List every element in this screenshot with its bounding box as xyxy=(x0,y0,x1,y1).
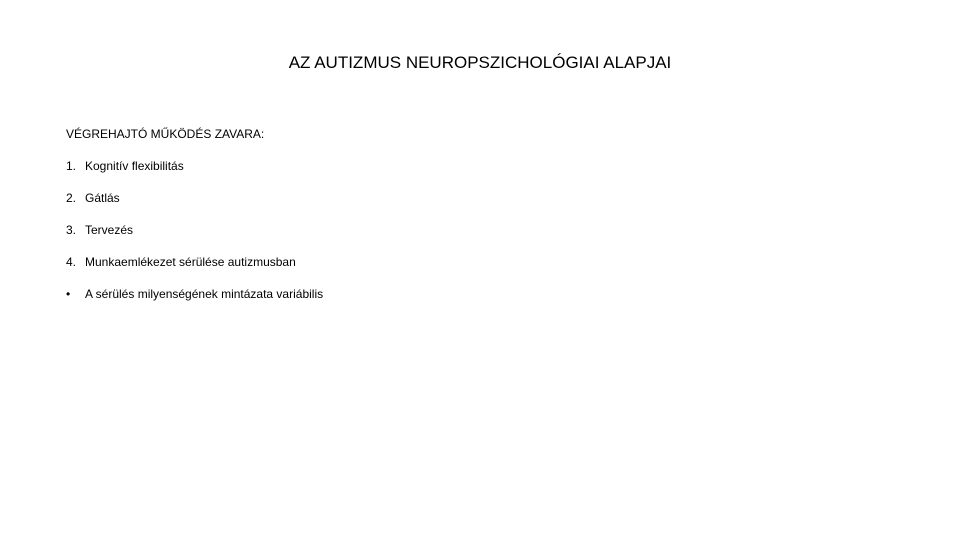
list-item xyxy=(66,190,323,222)
bullet-icon: • xyxy=(66,287,71,301)
section-heading: VÉGREHAJTÓ MŰKÖDÉS ZAVARA: xyxy=(66,127,265,141)
list-item xyxy=(66,222,323,254)
list-item xyxy=(66,254,323,286)
list-item-text: A sérülés milyenségének mintázata variábilis xyxy=(85,287,324,301)
slide-title: AZ AUTIZMUS NEUROPSZICHOLÓGIAI ALAPJAI xyxy=(288,53,672,72)
list-item xyxy=(66,158,323,190)
list-number: 4. xyxy=(66,255,77,269)
list-item-text: Kognitív flexibilitás xyxy=(85,159,184,173)
list-item xyxy=(66,286,323,318)
list-number: 3. xyxy=(66,223,77,237)
list-item-text: Gátlás xyxy=(85,191,120,205)
list-item-text: Munkaemlékezet sérülése autizmusban xyxy=(85,255,296,269)
list-item-text: Tervezés xyxy=(85,223,134,237)
item-list xyxy=(66,158,323,318)
list-number: 2. xyxy=(66,191,77,205)
list-number: 1. xyxy=(66,159,77,173)
